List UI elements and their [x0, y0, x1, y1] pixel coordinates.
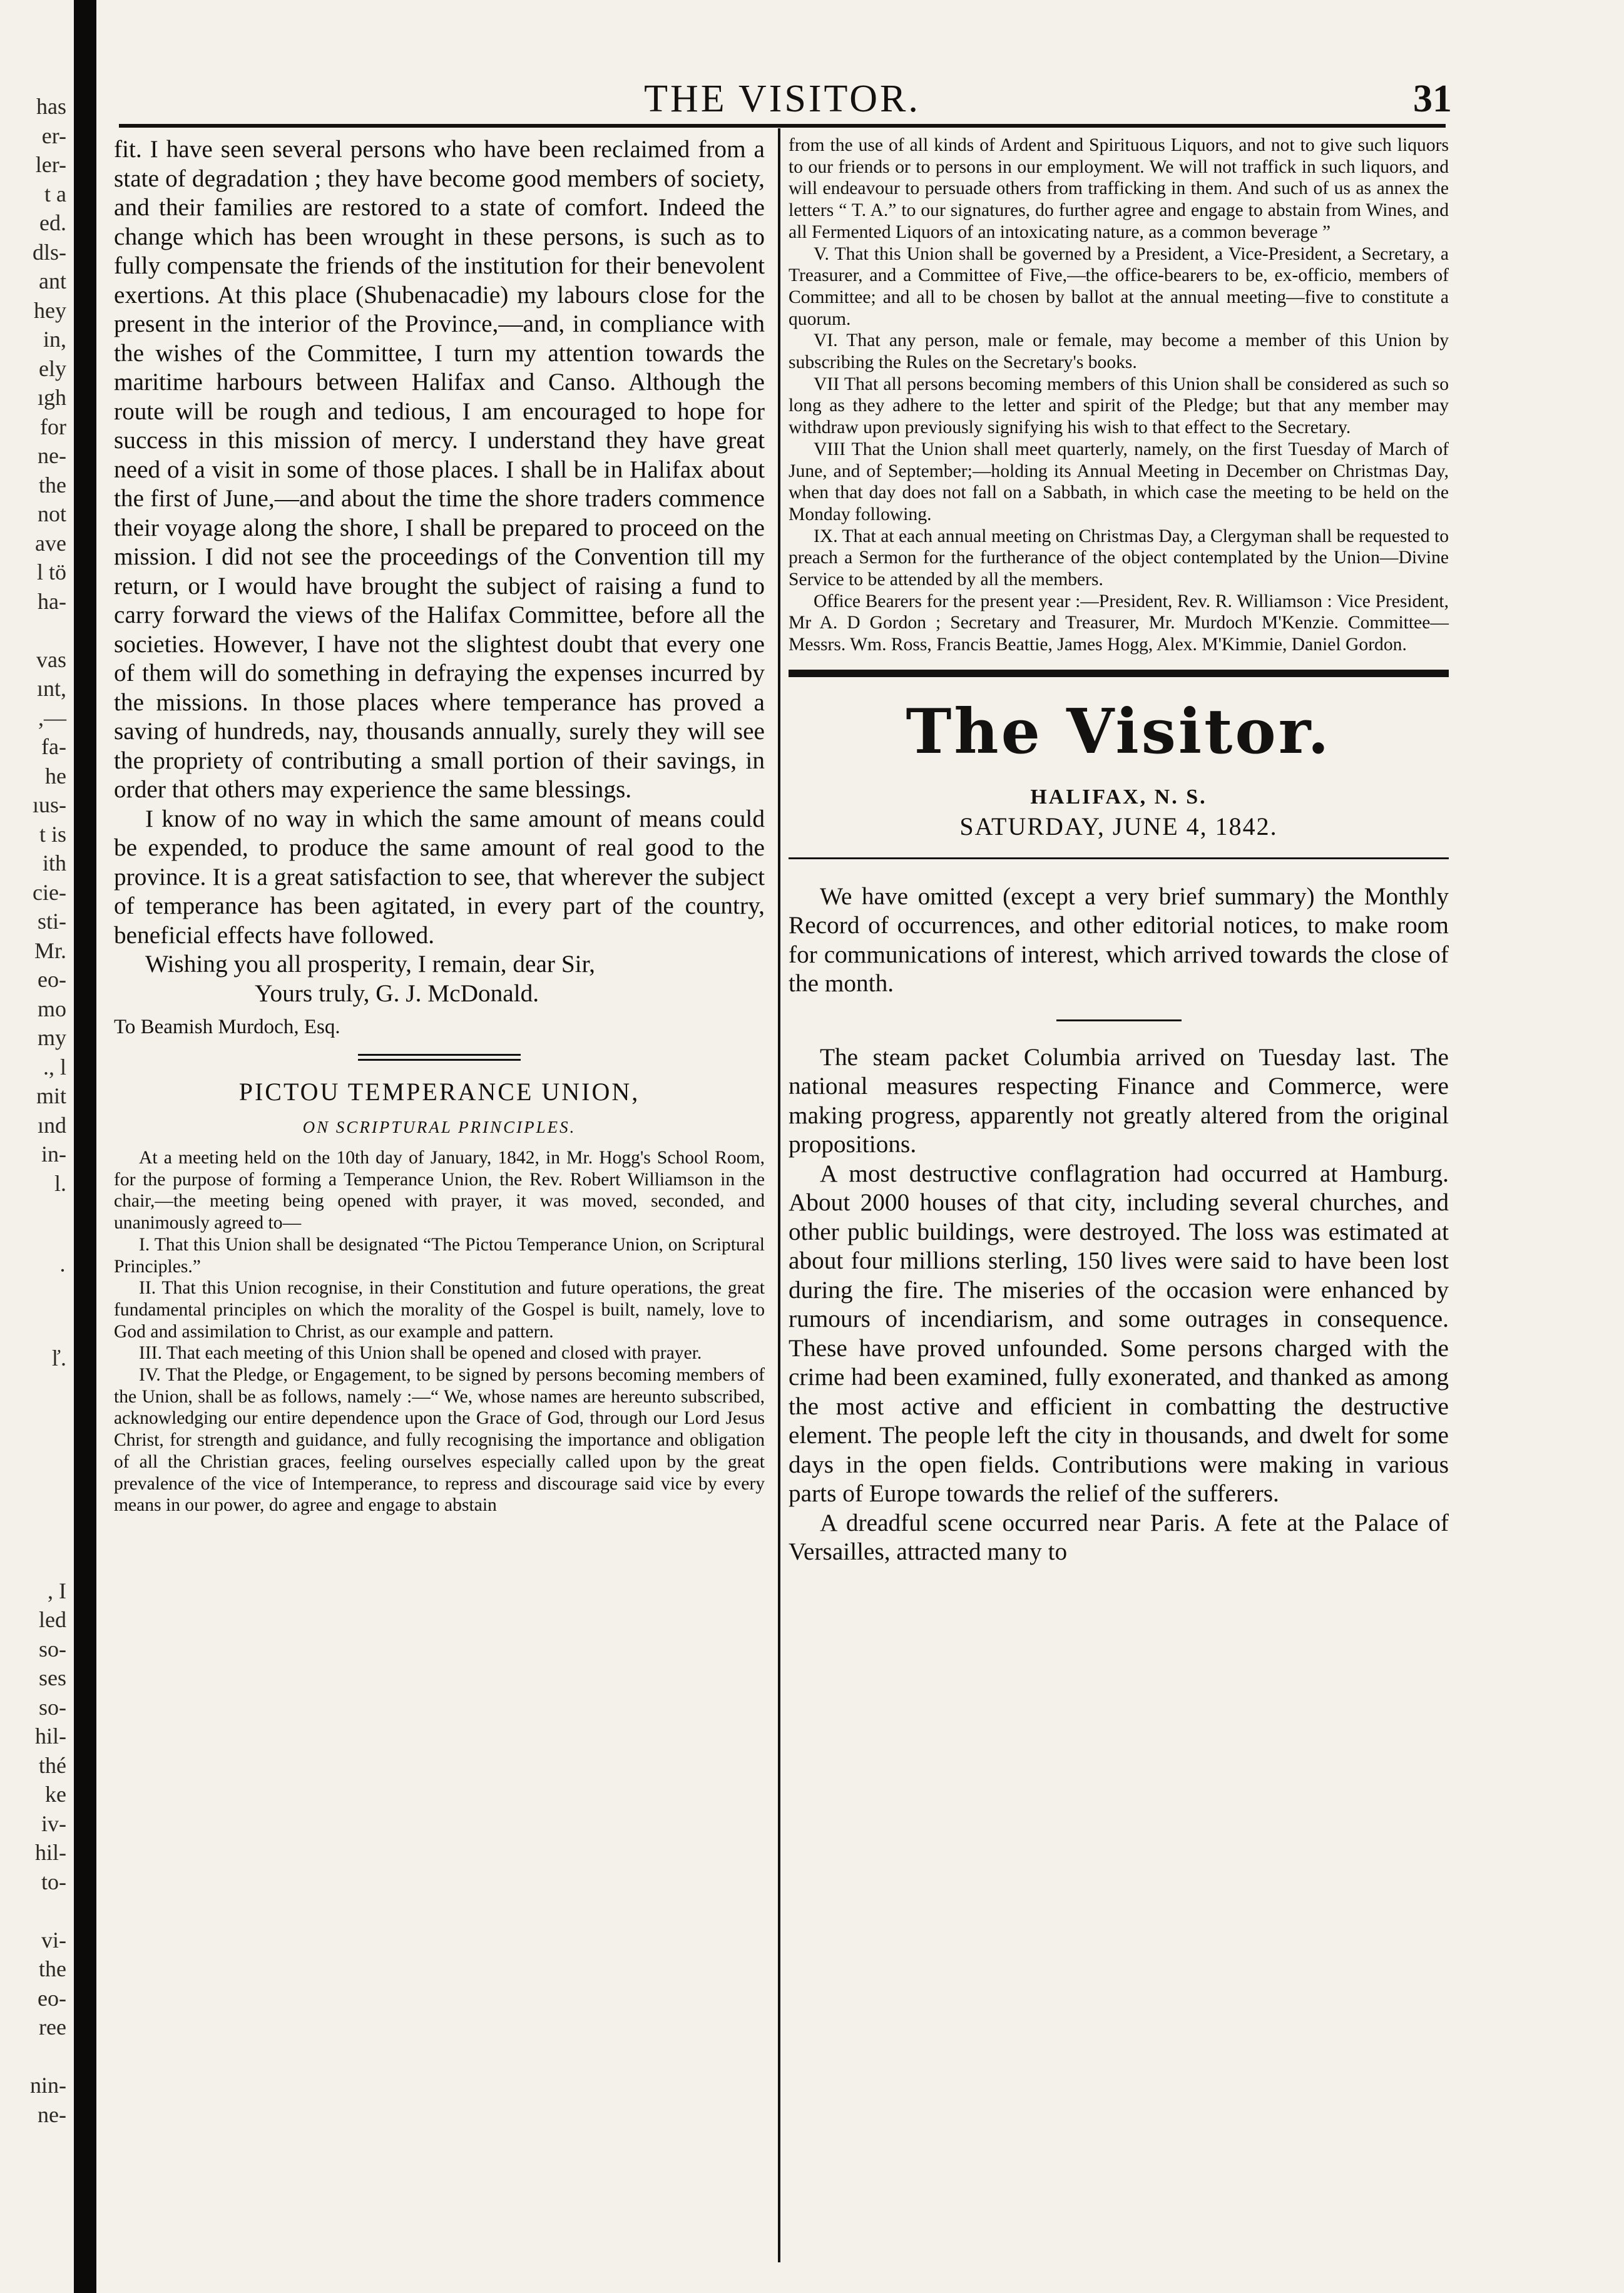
header-rule: [119, 124, 1446, 128]
bleed-fragment: t is: [39, 821, 66, 847]
union-resolutions: [114, 1147, 765, 1516]
bleed-fragment: ke: [45, 1782, 66, 1807]
bleed-fragment: ely: [39, 355, 66, 381]
news-paragraph: A most destructive conflagration had occurred at Hamburg. About 2000 houses of that city, including several churches, and other public buildings, were destroyed. The loss was estimated at about four millions sterling, 150 lives were said to have been lost during the fire. The miseries of the occasion were enhanced by rumours of incendiarism, and some outrages in consequence. These have proved unfounded. Some persons charged with the crime had been examined, fully exonerated, and thanked as among the most active and efficient in combatting the destructive element. The people left the city in thousands, and dwelt for some days in the open fields. Contributions were making in various parts of Europe towards the relief of the sufferers.: [789, 1159, 1449, 1508]
bleed-fragment: ha-: [38, 588, 66, 614]
bleed-fragment: cie-: [33, 879, 66, 905]
bleed-fragment: mit: [36, 1083, 66, 1108]
bleed-fragment: ree: [39, 2015, 66, 2040]
dateline-rule: [789, 857, 1449, 859]
bleed-fragment: hey: [34, 297, 66, 323]
bleed-fragment: l.: [54, 1170, 66, 1196]
bleed-fragment: hil-: [35, 1724, 66, 1749]
bleed-fragment: thé: [39, 1752, 66, 1778]
binding-spine: [74, 0, 96, 2293]
letter-signature: Yours truly, G. J. McDonald.: [255, 979, 539, 1007]
resolution-article: I. That this Union shall be designated “The Pictou Temperance Union, on Scriptural Principles.”: [114, 1234, 765, 1277]
page-header: [113, 72, 1452, 119]
bleed-fragment: eo-: [38, 967, 66, 992]
bleed-fragment: in,: [43, 327, 66, 352]
bleed-fragment: in-: [41, 1141, 66, 1167]
news-paragraph: A dreadful scene occurred near Paris. A fete at the Palace of Versailles, attracted many to: [789, 1508, 1449, 1566]
letter-paragraph: I know of no way in which the same amount of means could be expended, to produce the same amount of real good to the province. It is a great satisfaction to see, that wherever the subject of temperance has been agitated, in every part of the country, beneficial effects have followed.: [114, 804, 765, 949]
bleed-fragment: he: [45, 763, 66, 789]
letter-body: [114, 135, 765, 949]
bleed-fragment: ler-: [35, 152, 66, 177]
bleed-fragment: t a: [44, 181, 66, 207]
resolution-article: VII That all persons becoming members of this Union shall be considered as such so long as they adhere to the letter and spirit of the Pledge; but that any member may withdraw upon previously signifying his wish to that effect to the Secretary.: [789, 374, 1449, 438]
resolution-intro: At a meeting held on the 10th day of January, 1842, in Mr. Hogg's School Room, for the purpose of forming a Temperance Union, the Rev. Robert Williamson in the chair,—the meeting being opened with prayer, it was moved, seconded, and unanimously agreed to—: [114, 1148, 765, 1233]
bleed-fragment: ave: [35, 530, 66, 556]
letter-closing: Wishing you all prosperity, I remain, dear Sir,: [145, 950, 595, 978]
bleed-fragment: ,—: [38, 705, 66, 730]
resolution-article: V. That this Union shall be governed by a President, a Vice-President, a Secretary, a Treasurer, and a Committee of Five,—the office-bearers to be, ex-officio, members of Committee; and all to be chosen by ballot at the annual meeting—five to constitute a quorum.: [789, 243, 1449, 329]
bleed-fragment: my: [37, 1025, 66, 1050]
bleed-fragment: ınd: [37, 1112, 66, 1138]
section-title: PICTOU TEMPERANCE UNION,: [238, 1078, 640, 1106]
bleed-fragment: vas: [36, 646, 66, 672]
bleed-fragment: ., l: [43, 1054, 66, 1080]
bleed-fragment: the: [39, 1956, 66, 1981]
left-column: [114, 135, 765, 1516]
running-title: THE VISITOR.: [644, 78, 921, 120]
bleed-fragment: dls-: [33, 239, 66, 265]
letter-paragraph: fit. I have seen several persons who have been reclaimed from a state of degradation ; they have become good members of society, and their families are restored to a state of comfort. Indeed the change which has been wrought in these persons, is such as to fully compensate the friends of the institution for their benevolent exertions. At this place (Shubenacadie) my labours close for the present in the interior of the Province,—and, in compliance with the wishes of the Committee, I turn my attention towards the maritime harbours between Halifax and Canso. Although the route will be rough and tedious, I am encouraged to hope for success in this mission of mercy. I understand they have great need of a visit in some of those places. I shall be in Halifax about the first of June,—and about the time the shore traders commence their voyage along the shore, I shall be prepared to proceed on the mission. I did not see the proceedings of the Convention till my return, or I would have brought the subject of raising a fund to carry forward the views of the Halifax Committee, before all the societies. However, I have not the slightest doubt that every one of them will do something in defraying the expenses incurred by the missions. In those places where temperance has proved a saving of hundreds, nay, thousands annually, surely they will see the propriety of contributing a small portion of their savings, in order that others may experience the same blessings.: [114, 135, 765, 803]
bleed-fragment: ith: [42, 850, 66, 876]
bleed-fragment: ·: [59, 1258, 66, 1283]
facing-page-bleed: [0, 94, 69, 2234]
bleed-fragment: eo-: [38, 1985, 66, 2011]
bleed-fragment: ses: [39, 1665, 66, 1690]
bleed-fragment: vi-: [41, 1927, 66, 1953]
bleed-fragment: sti-: [37, 909, 66, 934]
column-rule: [778, 128, 780, 2262]
bleed-fragment: nin-: [30, 2073, 66, 2098]
bleed-fragment: iv-: [41, 1810, 66, 1836]
resolution-article: VIII That the Union shall meet quarterly, namely, on the first Tuesday of March of June, and of September;—holding its Annual Meeting in December on Christmas Day, when that day does not fall on a Sabbath, in which case the meeting to be held on the Monday following.: [789, 439, 1449, 524]
right-column: [789, 135, 1449, 1566]
bleed-fragment: ıgh: [37, 385, 66, 410]
masthead-rule: [789, 670, 1449, 677]
resolution-article: II. That this Union recognise, in their Constitution and future operations, the great fundamental principles on which the morality of the Gospel is built, namely, love to God and assimilation to Christ, as our example and pattern.: [114, 1278, 765, 1342]
bleed-fragment: led: [39, 1607, 66, 1632]
dateline-place: HALIFAX, N. S.: [1030, 785, 1207, 809]
section-subtitle: ON SCRIPTURAL PRINCIPLES.: [302, 1118, 576, 1136]
bleed-fragment: l tö: [36, 559, 66, 585]
dateline-date: SATURDAY, JUNE 4, 1842.: [959, 812, 1278, 840]
letter-addressee: To Beamish Murdoch, Esq.: [114, 1016, 340, 1038]
bleed-fragment: so-: [39, 1636, 66, 1662]
resolution-article: III. That each meeting of this Union shall be opened and closed with prayer.: [139, 1343, 702, 1364]
bleed-fragment: not: [37, 501, 66, 526]
news-body: [789, 1043, 1449, 1566]
bleed-fragment: Mr.: [34, 937, 66, 963]
bleed-fragment: to-: [41, 1869, 66, 1894]
bleed-fragment: ant: [39, 268, 66, 294]
union-resolutions-continued: [789, 135, 1449, 656]
bleed-fragment: fa-: [41, 734, 66, 759]
bleed-fragment: ıus-: [33, 792, 66, 817]
editorial-paragraph: We have omitted (except a very brief summary) the Monthly Record of occurrences, and other editorial notices, to make room for communications of interest, which arrived towards the close of the month.: [789, 882, 1449, 998]
resolution-article: IX. That at each annual meeting on Christmas Day, a Clergyman shall be requested to preach a Sermon for the furtherance of the object contemplated by the Union—Divine Service to be attended by all the members.: [789, 526, 1449, 590]
editorial-body: [789, 882, 1449, 998]
bleed-fragment: has: [36, 94, 66, 119]
bleed-fragment: for: [40, 414, 66, 439]
bleed-fragment: hil-: [35, 1840, 66, 1865]
office-bearers: Office Bearers for the present year :—President, Rev. R. Williamson : Vice President, Mr A. D Gordon ; Secretary and Treasurer, Mr. Murdoch M'Kenzie. Committee—Messrs. Wm. Ross, Francis Beattie, James Hogg, Alex. M'Kimmie, Daniel Gordon.: [789, 591, 1449, 655]
bleed-fragment: the: [39, 472, 66, 498]
resolution-article: VI. That any person, male or female, may become a member of this Union by subscribing the Rules on the Secretary's books.: [789, 330, 1449, 373]
bleed-fragment: ınt,: [36, 676, 66, 701]
bleed-fragment: , I: [48, 1578, 66, 1603]
page-number: 31: [1413, 78, 1452, 120]
bleed-fragment: er-: [41, 123, 66, 148]
news-paragraph: The steam packet Columbia arrived on Tuesday last. The national measures respecting Finance and Commerce, were making progress, apparently not greatly altered from the original propositions.: [789, 1043, 1449, 1158]
section-divider: [358, 1054, 521, 1061]
bleed-fragment: ed.: [39, 210, 66, 235]
bleed-fragment: mo: [37, 996, 66, 1021]
masthead: The Visitor.: [906, 695, 1332, 768]
resolution-article: IV. That the Pledge, or Engagement, to be signed by persons becoming members of the Union, shall be as follows, namely :—“ We, whose names are hereunto subscribed, acknowledging our entire dependence upon the Grace of God, through our Lord Jesus Christ, for strength and guidance, and fully recognising the importance and obligation of all the Christian graces, feeling ourselves especially called upon by the great prevalence of the vice of Intemperance, to repress and discourage said vice by every means in our power, do agree and engage to abstain: [114, 1365, 765, 1516]
bleed-fragment: ľ.: [51, 1345, 66, 1371]
pledge-continuation: from the use of all kinds of Ardent and Spirituous Liquors, and not to give such liquors to our friends or to persons in our employment. We will not traffick in such liquors, and will endeavour to persuade others from trafficking in them. And such of us as annex the letters “ T. A.” to our signatures, do further agree and engage to abstain from Wines, and all Fermented Liquors of an intoxicating nature, as a common beverage ”: [789, 135, 1449, 242]
bleed-fragment: so-: [39, 1694, 66, 1720]
bleed-fragment: ne-: [38, 443, 66, 468]
bleed-fragment: ne-: [38, 2101, 66, 2127]
